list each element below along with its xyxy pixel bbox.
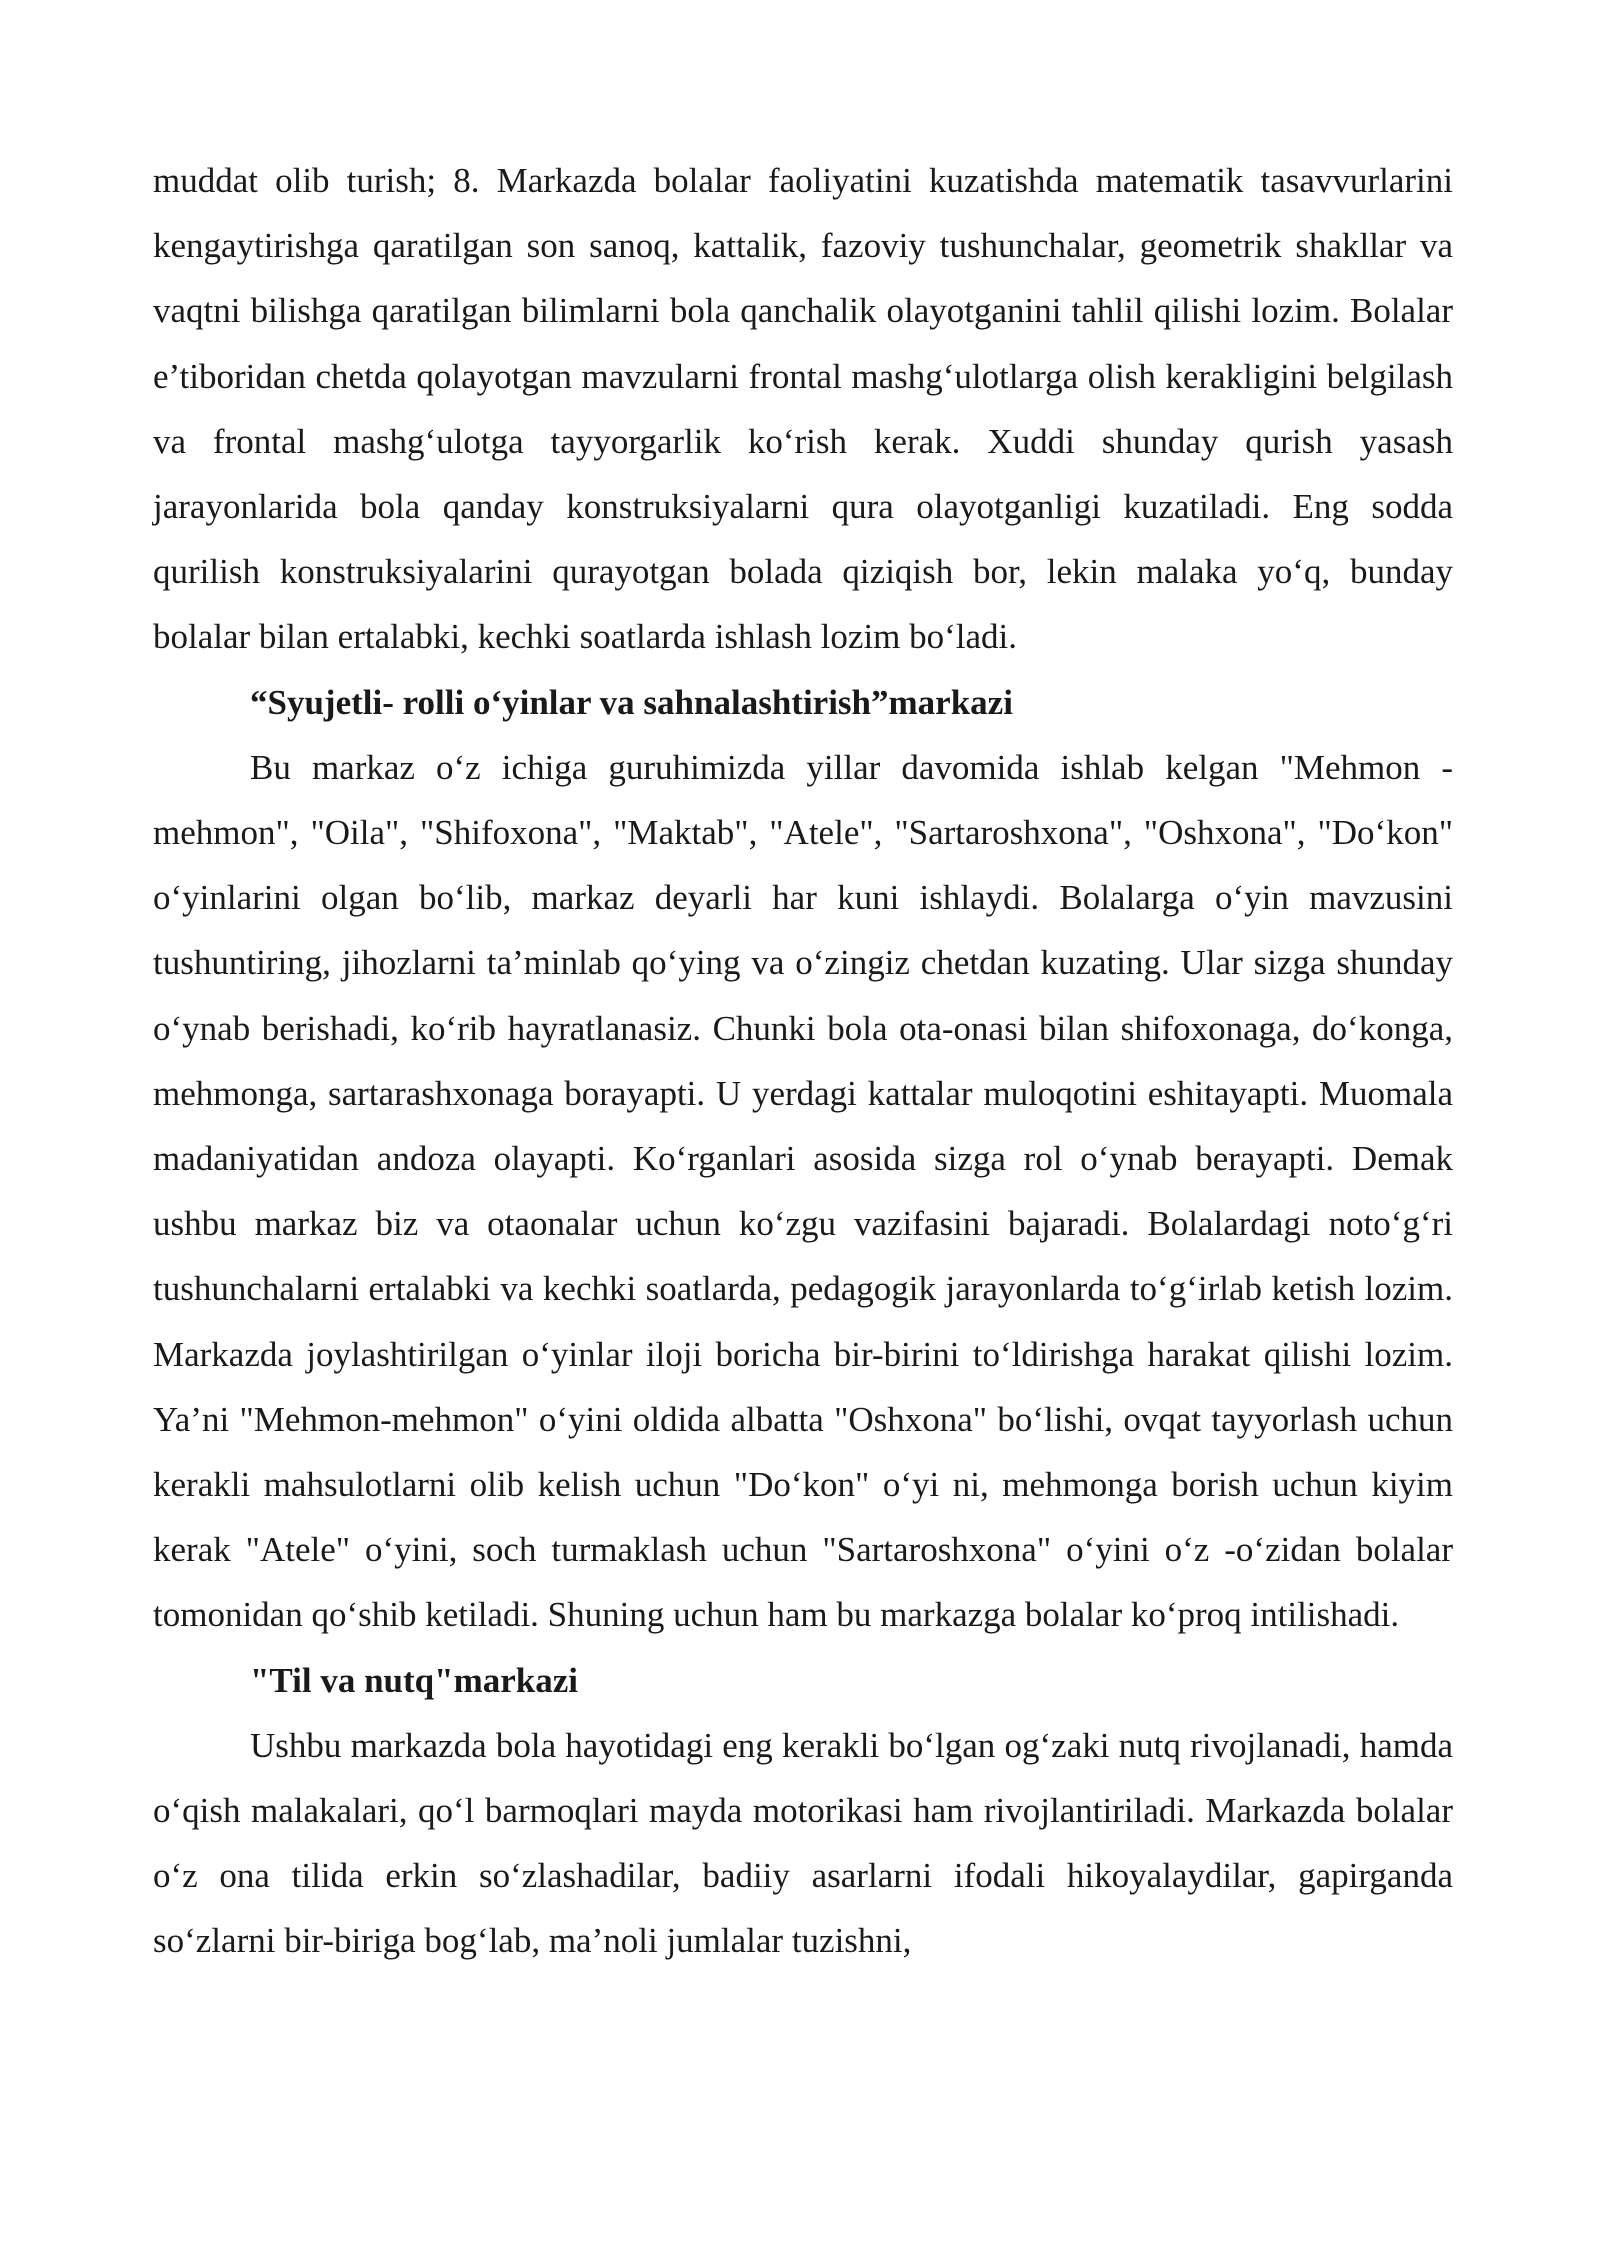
document-body	[153, 148, 1453, 1974]
paragraph-language-center: Ushbu markazda bola hayotidagi eng kerakli bo‘lgan og‘zaki nutq rivojlanadi, hamda o‘qish malakalari, qo‘l barmoqlari mayda motorikasi ham rivojlantiriladi. Markazda bolalar o‘z ona tilida erkin so‘zlashadilar, badiiy asarlarni ifodali hikoyalaydilar, gapirganda so‘zlarni bir-biriga bog‘lab, ma’noli jumlalar tuzishni,	[153, 1725, 1453, 1961]
section-heading-language-center: "Til va nutq"markazi	[250, 1660, 578, 1700]
paragraph-role-play-center: Bu markaz o‘z ichiga guruhimizda yillar davomida ishlab kelgan "Mehmon -mehmon", "Oila", "Shifoxona", "Maktab", "Atele", "Sartaroshxona", "Oshxona", "Do‘kon" o‘yinlarini olgan bo‘lib, markaz deyarli har kuni ishlaydi. Bolalarga o‘yin mavzusini tushuntiring, jihozlarni ta’minlab qo‘ying va o‘zingiz chetdan kuzating. Ular sizga shunday o‘ynab berishadi, ko‘rib hayratlanasiz. Chunki bola ota-onasi bilan shifoxonaga, do‘konga, mehmonga, sartarashxonaga borayapti. U yerdagi kattalar muloqotini eshitayapti. Muomala madaniyatidan andoza olayapti. Ko‘rganlari asosida sizga rol o‘ynab berayapti. Demak ushbu markaz biz va otaonalar uchun ko‘zgu vazifasini bajaradi. Bolalardagi noto‘g‘ri tushunchalarni ertalabki va kechki soatlarda, pedagogik jarayonlarda to‘g‘irlab ketish lozim. Markazda joylashtirilgan o‘yinlar iloji boricha bir-birini to‘ldirishga harakat qilishi lozim. Ya’ni "Mehmon-mehmon" o‘yini oldida albatta "Oshxona" bo‘lishi, ovqat tayyorlash uchun kerakli mahsulotlarni olib kelish uchun "Do‘kon" o‘yi ni, mehmonga borish uchun kiyim kerak "Atele" o‘yini, soch turmaklash uchun "Sartaroshxona" o‘yini o‘z -o‘zidan bolalar tomonidan qo‘shib ketiladi. Shuning uchun ham bu markazga bolalar ko‘proq intilishadi.	[153, 747, 1453, 1635]
section-heading-role-play-center: “Syujetli- rolli o‘yinlar va sahnalashtirish”markazi	[250, 682, 1013, 722]
paragraph-continued: muddat olib turish; 8. Markazda bolalar faoliyatini kuzatishda matematik tasavvurlarini kengaytirishga qaratilgan son sanoq, kattalik, fazoviy tushunchalar, geometrik shakllar va vaqtni bilishga qaratilgan bilimlarni bola qanchalik olayotganini tahlil qilishi lozim. Bolalar e’tiboridan chetda qolayotgan mavzularni frontal mashg‘ulotlarga olish kerakligini belgilash va frontal mashg‘ulotga tayyorgarlik ko‘rish kerak. Xuddi shunday qurish yasash jarayonlarida bola qanday konstruksiyalarni qura olayotganligi kuzatiladi. Eng sodda qurilish konstruksiyalarini qurayotgan bolada qiziqish bor, lekin malaka yo‘q, bunday bolalar bilan ertalabki, kechki soatlarda ishlash lozim bo‘ladi.	[153, 161, 1453, 657]
